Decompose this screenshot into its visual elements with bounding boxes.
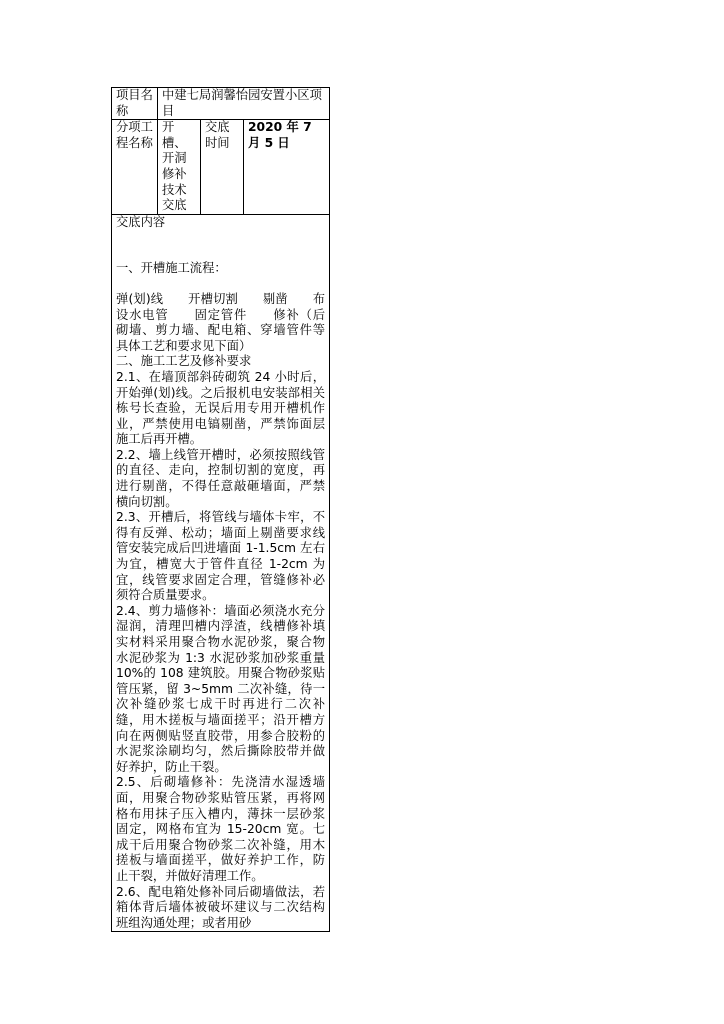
date-label: 交底时间 — [201, 120, 244, 215]
paragraph-2-2: 2.2、墙上线管开槽时，必须按照线管的直径、走向，控制切割的宽度，再进行剔凿，不得任意敲砸墙面，严禁横向切割。 — [116, 447, 325, 509]
paragraph-2-3: 2.3、开槽后，将管线与墙体卡牢，不得有反弹、松动；墙面上剔凿要求线管安装完成后凹进墙面 1-1.5cm 左右为宜，槽宽大于管件直径 1-2cm 为宜，线管要求固定合理，管缝修补必须符合质量要求。 — [116, 510, 325, 603]
project-label: 项目名称 — [112, 88, 158, 120]
subitem-value: 开槽、开洞修补技术交底 — [158, 120, 201, 215]
content-row — [112, 214, 330, 932]
paragraph-2-1: 2.1、在墙顶部斜砖砌筑 24 小时后，开始弹(划)线。之后报机电安装部相关栋号长查验，无误后用专用开槽机作业，严禁使用电镐剔凿，严禁饰面层施工后再开槽。 — [116, 369, 325, 447]
section1-title: 一、开槽施工流程： — [116, 261, 227, 276]
paragraph-2-4: 2.4、剪力墙修补：墙面必须浇水充分湿润，清理凹槽内浮渣，线槽修补填实材料采用聚合物水泥砂浆，聚合物水泥砂浆为 1:3 水泥砂浆加砂浆重量 10%的 108 建筑胶。用聚合物砂浆贴管压紧，留 3~5mm 二次补缝，待一次补缝砂浆七成干时再进行二次补缝，用木搓板与墙面搓平；沿开槽方向在两侧贴竖直胶带，用参合胶粉的水泥浆涂刷均匀，然后撕除胶带并做好养护，防止干裂。 — [116, 603, 325, 774]
content-heading: 交底内容 — [116, 214, 166, 229]
project-value: 中建七局润馨怡园安置小区项目 — [158, 88, 330, 120]
paragraph-2-5: 2.5、后砌墙修补：先浇清水湿透墙面，用聚合物砂浆贴管压紧，再将网格布用抹子压入槽内，薄抹一层砂浆固定，网格布宜为 15-20cm 宽。七成干后用聚合物砂浆二次补缝，用木搓板与墙面搓平，做好养护工作，防止干裂，并做好清理工作。 — [116, 775, 325, 883]
disclosure-table — [111, 87, 330, 932]
section2-title: 二、施工工艺及修补要求 — [116, 354, 252, 369]
subitem-row — [112, 120, 330, 215]
date-value: 2020 年 7 月 5 日 — [244, 120, 330, 215]
content-cell — [112, 214, 330, 932]
project-row — [112, 88, 330, 120]
paragraph-2-6: 2.6、配电箱处修补同后砌墙做法，若箱体背后墙体被破坏建议与二次结构班组沟通处理；或者用砂 — [116, 884, 325, 930]
subitem-label: 分项工程名称 — [112, 120, 158, 215]
flow-text: 弹(划)线 开槽切割 剔凿 布设水电管 固定管件 修补（后砌墙、剪力墙、配电箱、穿墙管件等具体工艺和要求见下面） — [116, 291, 325, 353]
